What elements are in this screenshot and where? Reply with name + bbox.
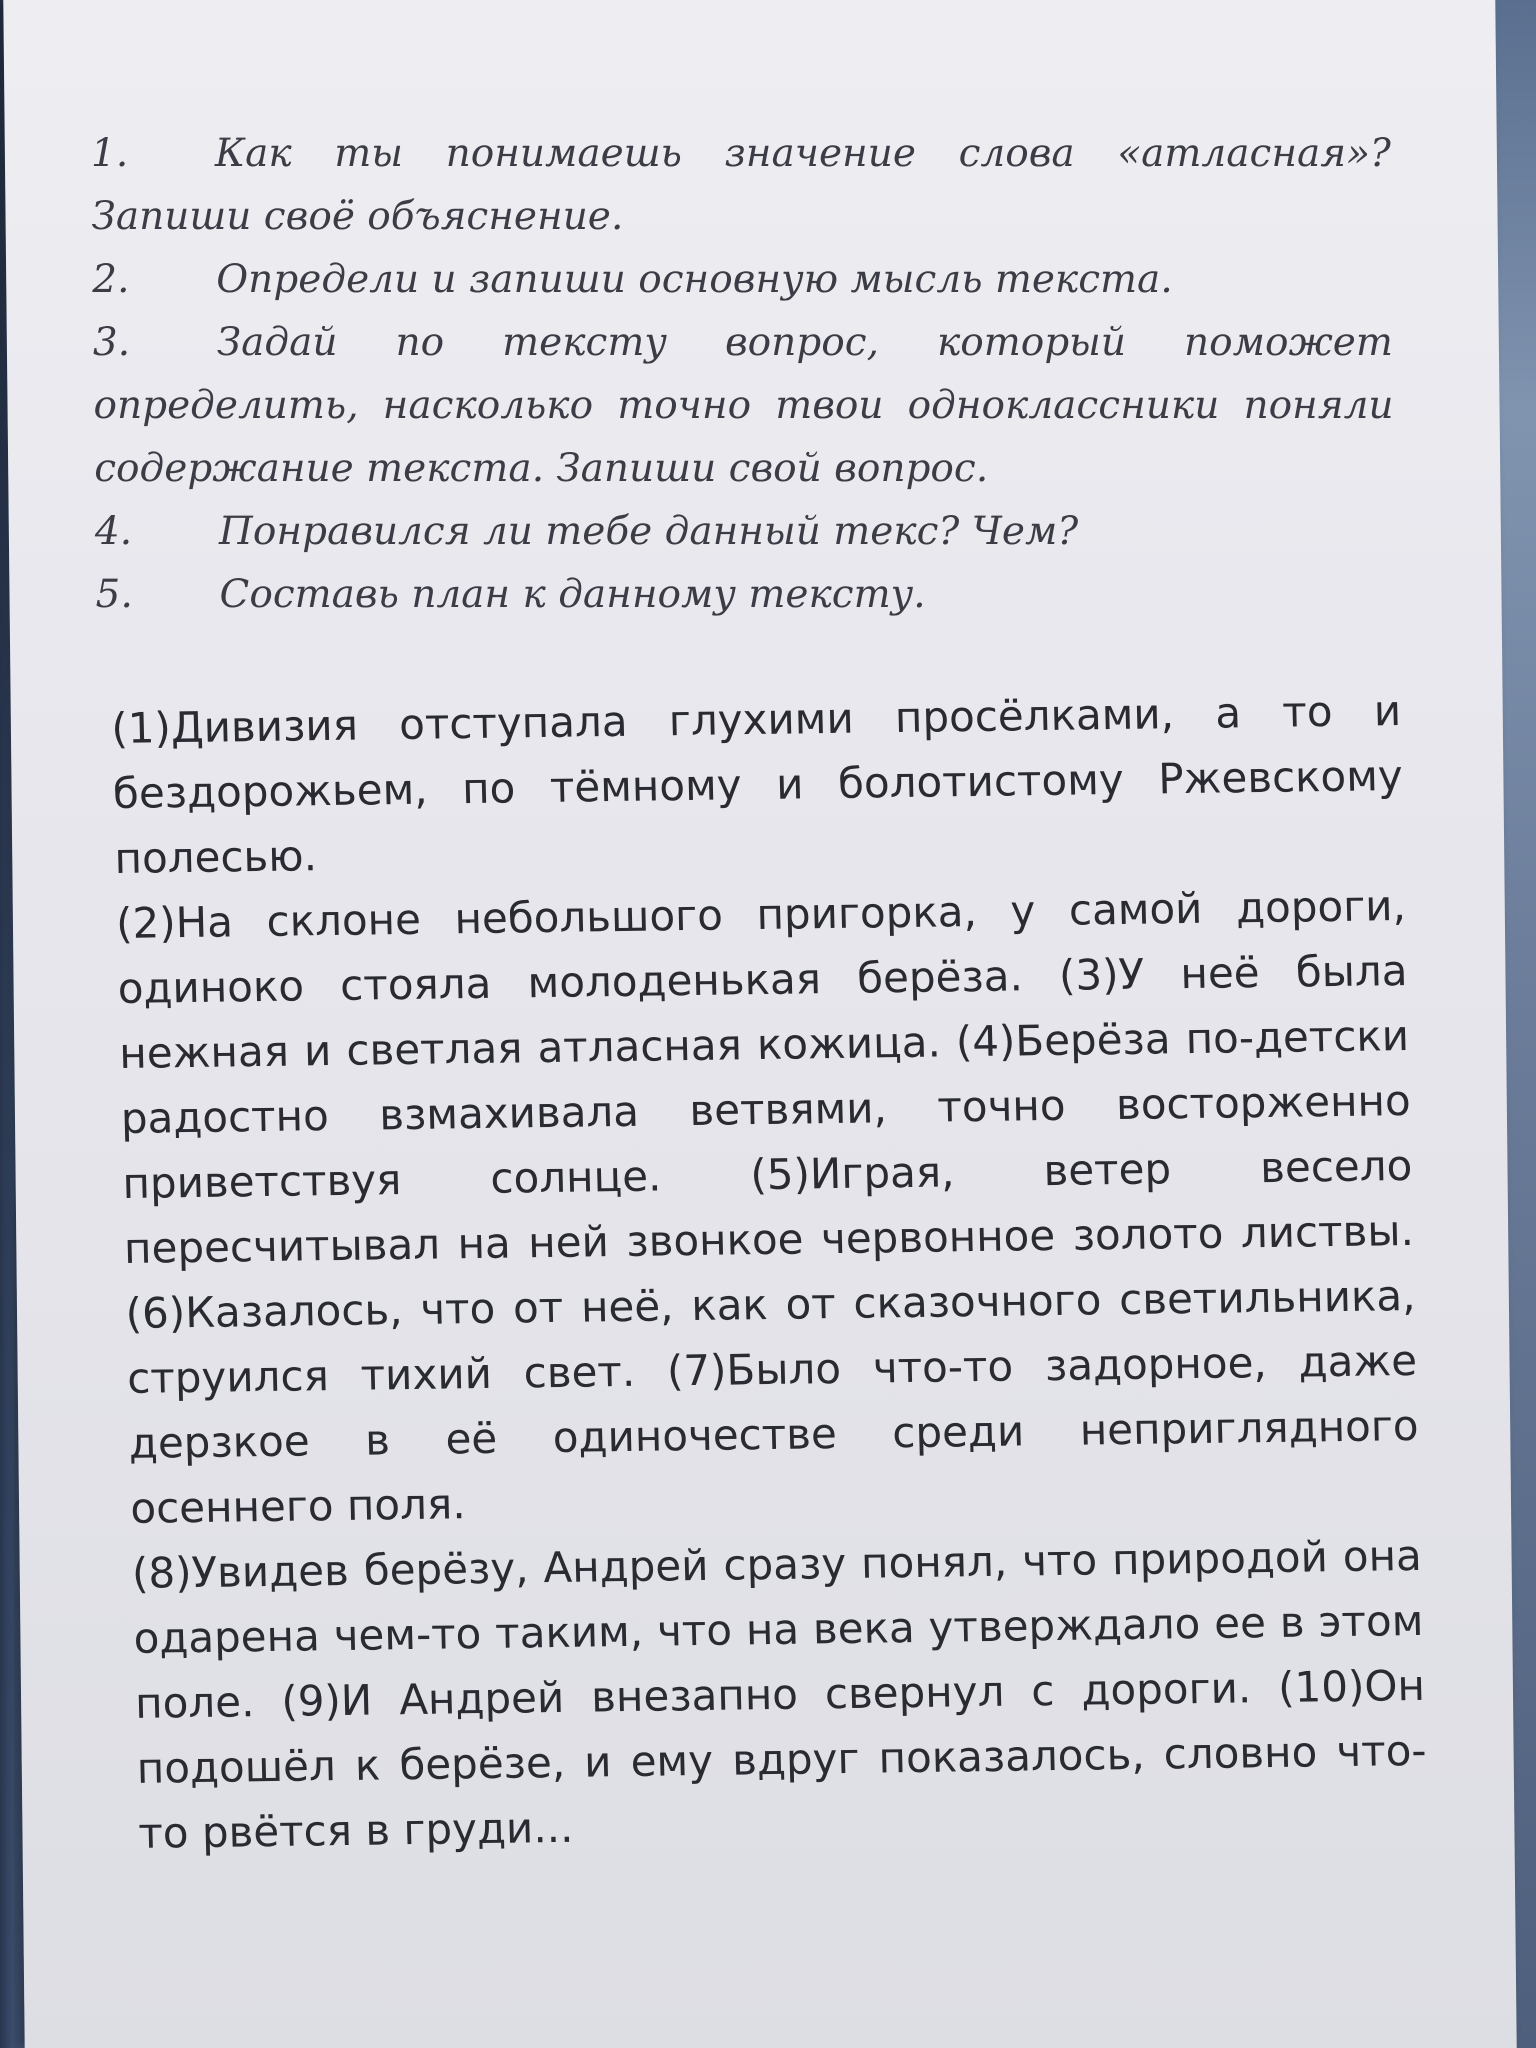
questions-list (91, 122, 1396, 626)
passage-paragraph: (2)На склоне небольшого пригорка, у самой дороги, одиноко стояла молоденькая берёза. (3)У неё была нежная и светлая атласная кожица. (4)Берёза по-детски радостно взмахивала ветвями, точно восторженно приветствуя солнце. (5)Играя, ветер весело пересчитывал на ней звонкое червонное золото листвы. (6)Казалось, что от неё, как от сказочного светильника, струился тихий свет. (7)Было что-то задорное, даже дерзкое в её одиночестве среди неприглядного осеннего поля. (115, 880, 1420, 1533)
question-item (92, 248, 1393, 311)
question-text: Составь план к данному тексту. (219, 572, 926, 617)
question-number: 5. (95, 572, 133, 617)
question-text: Определи и запиши основную мысль текста. (215, 257, 1173, 302)
question-number: 1. (90, 131, 129, 176)
question-text: Понравился ли тебе данный текс? Чем? (218, 509, 1079, 554)
question-item (91, 122, 1392, 248)
passage-paragraph: (8)Увидев берёзу, Андрей сразу понял, что природой она одарена чем-то таким, что на века утверждало ее в этом поле. (9)И Андрей внезапно свернул с дороги. (10)Он подошёл к берёзе, и ему вдруг показалось, словно что-то рвётся в груди... (131, 1530, 1428, 1858)
question-item (93, 311, 1395, 500)
reading-passage (111, 678, 1429, 1866)
question-text: Задай по тексту вопрос, который поможет определить, насколько точно твои одноклассники поняли содержание текста. Запиши свой вопрос. (93, 320, 1394, 491)
paper-sheet (3, 0, 1516, 2048)
question-number: 3. (92, 320, 131, 365)
question-text: Как ты понимаешь значение слова «атласная»? Запиши своё объяснение. (91, 131, 1392, 239)
passage-paragraph: (1)Дивизия отступала глухими просёлками, а то и бездорожьем, по тёмному и болотистому Ржевскому полесью. (110, 685, 1404, 883)
question-number: 4. (94, 509, 133, 554)
question-number: 2. (91, 257, 130, 302)
question-item (95, 563, 1396, 626)
question-item (95, 500, 1396, 563)
